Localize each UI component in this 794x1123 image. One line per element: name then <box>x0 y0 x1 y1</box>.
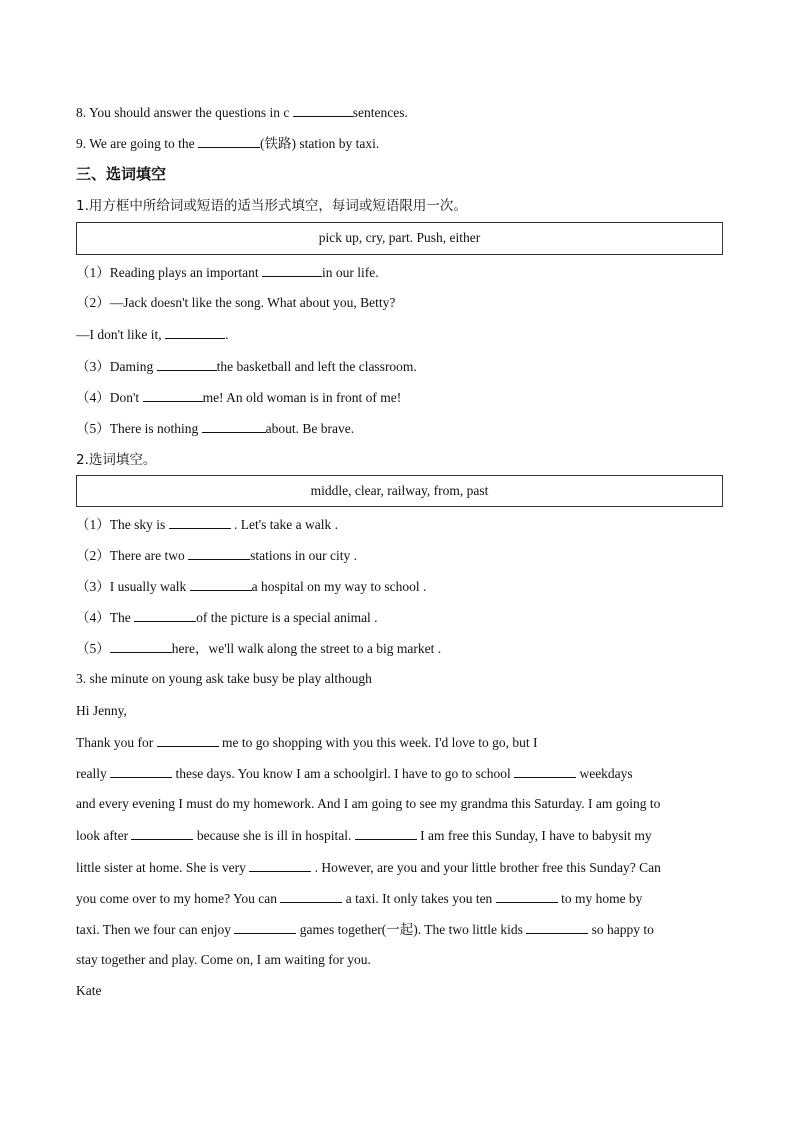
letter-text: me to go shopping with you this week. I'd love to go, but I <box>218 735 538 750</box>
part1-item-3 <box>76 356 417 377</box>
item-number: （4） <box>76 610 110 625</box>
answer-blank[interactable] <box>157 732 219 747</box>
item-number: （1） <box>76 517 110 532</box>
letter-text: so happy to <box>588 922 654 937</box>
letter-line-6 <box>76 888 642 909</box>
letter-greeting: Hi Jenny, <box>76 703 127 718</box>
item-text-before: I usually walk <box>109 579 190 594</box>
answer-blank[interactable] <box>293 102 353 117</box>
answer-blank[interactable] <box>134 607 196 622</box>
answer-blank[interactable] <box>234 919 296 934</box>
letter-line-3 <box>76 794 660 814</box>
question-9 <box>76 133 379 154</box>
letter-text: games together(一起). The two little kids <box>296 922 527 937</box>
word-box-text: pick up, cry, part. Push, either <box>318 230 481 245</box>
part2-item-4 <box>76 607 378 628</box>
item-number: （3） <box>76 579 110 594</box>
letter-line-7 <box>76 919 654 940</box>
letter-text: and every evening I must do my homework. And I am going to see my grandma this Saturday. I am going to <box>76 796 661 811</box>
letter-text: . However, are you and your little brother free this Sunday? Can <box>311 860 661 875</box>
word-box-text: middle, clear, railway, from, past <box>310 483 489 498</box>
letter-text: to my home by <box>557 891 643 906</box>
letter-text: I am free this Sunday, I have to babysit my <box>416 828 652 843</box>
letter-text: Thank you for <box>76 735 157 750</box>
item-text-after: . Let's take a walk . <box>230 517 339 532</box>
item-number: （2） <box>76 295 110 310</box>
item-text-before: —I don't like it, <box>76 327 166 342</box>
answer-blank[interactable] <box>514 763 576 778</box>
item-text-after: of the picture is a special animal . <box>196 610 378 625</box>
answer-blank[interactable] <box>249 857 311 872</box>
answer-blank[interactable] <box>198 133 260 148</box>
q9-before: 9. We are going to the <box>76 136 199 151</box>
item-number: （5） <box>76 641 110 656</box>
letter-text: taxi. Then we four can enjoy <box>76 922 235 937</box>
answer-blank[interactable] <box>355 825 417 840</box>
letter-text: look after <box>76 828 132 843</box>
item-text-before: The <box>109 610 135 625</box>
answer-blank[interactable] <box>143 387 203 402</box>
part1-item-4 <box>76 387 401 408</box>
item-text-before: There is nothing <box>109 421 202 436</box>
part1-item-1 <box>76 262 379 283</box>
q9-after: (铁路) station by taxi. <box>260 136 380 151</box>
answer-blank[interactable] <box>169 514 231 529</box>
letter-line-5 <box>76 857 661 878</box>
part2-item-2 <box>76 545 357 566</box>
part1-item-2 <box>76 293 395 313</box>
item-text-before: Daming <box>109 359 157 374</box>
answer-blank[interactable] <box>110 763 172 778</box>
letter-line-1 <box>76 732 538 753</box>
letter-text: you come over to my home? You can <box>76 891 281 906</box>
item-number: （4） <box>76 390 110 405</box>
letter-line-2 <box>76 763 633 784</box>
letter-line-8 <box>76 950 371 970</box>
letter-text: stay together and play. Come on, I am waiting for you. <box>76 952 371 967</box>
letter-text: a taxi. It only takes you ten <box>342 891 496 906</box>
item-text-before: Reading plays an important <box>109 265 262 280</box>
item-text-before: The sky is <box>109 517 169 532</box>
question-8 <box>76 102 408 123</box>
item-text-after: here，we'll walk along the street to a big market . <box>171 641 442 656</box>
answer-blank[interactable] <box>496 888 558 903</box>
part1-item-5 <box>76 418 354 439</box>
part2-item-5 <box>76 638 441 659</box>
item-text-after: . <box>225 327 229 342</box>
answer-blank[interactable] <box>165 324 225 339</box>
item-number: （1） <box>76 265 110 280</box>
answer-blank[interactable] <box>262 262 322 277</box>
answer-blank[interactable] <box>190 576 252 591</box>
item-text-after: the basketball and left the classroom. <box>216 359 417 374</box>
part3-word-list: 3. she minute on young ask take busy be play although <box>76 671 372 686</box>
part2-word-box <box>76 475 723 507</box>
item-text-before: Don't <box>109 390 143 405</box>
section-heading: 三、选词填空 <box>76 165 167 183</box>
item-text-before: There are two <box>109 548 189 563</box>
item-text: —Jack doesn't like the song. What about you, Betty? <box>109 295 396 310</box>
answer-blank[interactable] <box>157 356 217 371</box>
answer-blank[interactable] <box>188 545 250 560</box>
letter-line-4 <box>76 825 652 846</box>
item-number: （2） <box>76 548 110 563</box>
item-text-after: me! An old woman is in front of me! <box>202 390 402 405</box>
q8-before: 8. You should answer the questions in c <box>76 105 293 120</box>
part1-item-2-answer <box>76 324 228 345</box>
answer-blank[interactable] <box>131 825 193 840</box>
item-number: （3） <box>76 359 110 374</box>
answer-blank[interactable] <box>280 888 342 903</box>
answer-blank[interactable] <box>526 919 588 934</box>
answer-blank[interactable] <box>110 638 172 653</box>
item-number: （5） <box>76 421 110 436</box>
letter-text: weekdays <box>576 766 633 781</box>
q8-after: sentences. <box>352 105 408 120</box>
letter-text: little sister at home. She is very <box>76 860 250 875</box>
part2-instruction: 2.选词填空。 <box>76 452 157 468</box>
letter-text: really <box>76 766 111 781</box>
item-text-after: about. Be brave. <box>265 421 355 436</box>
item-text-after: a hospital on my way to school . <box>251 579 427 594</box>
letter-text: because she is ill in hospital. <box>193 828 355 843</box>
part1-instruction: 1.用方框中所给词或短语的适当形式填空，每词或短语限用一次。 <box>76 198 467 214</box>
letter-text: these days. You know I am a schoolgirl. I have to go to school <box>172 766 515 781</box>
answer-blank[interactable] <box>202 418 266 433</box>
item-text-after: stations in our city . <box>250 548 357 563</box>
part1-word-box <box>76 222 723 255</box>
item-text-after: in our life. <box>321 265 379 280</box>
letter-signature: Kate <box>76 983 102 998</box>
part2-item-3 <box>76 576 426 597</box>
part2-item-1 <box>76 514 338 535</box>
